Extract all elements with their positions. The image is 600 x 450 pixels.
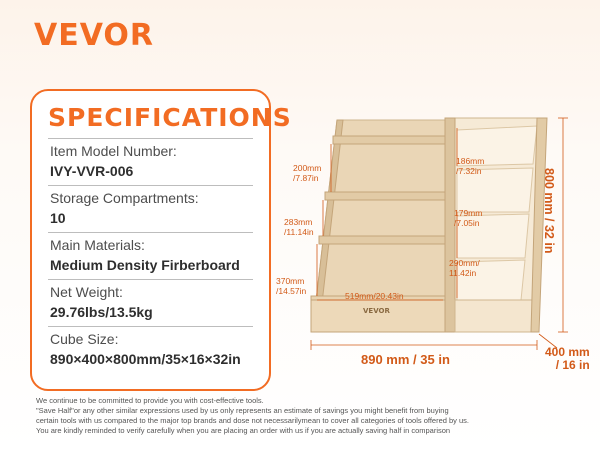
spec-label: Item Model Number: <box>50 143 177 159</box>
dim-in: /11.14in <box>284 227 314 237</box>
front-logo-text: VEVOR <box>363 307 390 315</box>
dim-height: 800 mm / 32 in <box>542 168 556 254</box>
dim-depth <box>545 346 590 372</box>
vevor-logo: VEVOR <box>34 18 155 53</box>
spec-value: Medium Density Firberboard <box>50 257 240 273</box>
spec-row-cube-size <box>48 326 253 373</box>
spec-label: Main Materials: <box>50 237 145 253</box>
disclaimer <box>36 396 591 436</box>
spec-label: Storage Compartments: <box>50 190 199 206</box>
dim-mm: 370mm <box>276 276 305 286</box>
dim-left-shelf-3 <box>276 276 306 296</box>
dim-in: /7.32in <box>456 166 482 176</box>
disclaimer-line: We continue to be committed to provide you with cost-effective tools. <box>36 396 264 405</box>
spec-value: 29.76lbs/13.5kg <box>50 304 153 320</box>
dim-in: /14.57in <box>276 286 307 296</box>
spec-row-materials <box>48 232 253 279</box>
dim-width: 890 mm / 35 in <box>361 352 450 367</box>
spec-value: 10 <box>50 210 66 226</box>
spec-row-compartments <box>48 185 253 232</box>
dim-mm: 186mm <box>456 156 485 166</box>
spec-row-weight <box>48 279 253 326</box>
dim-in: 11.42in <box>449 268 477 278</box>
dim-in: /7.05in <box>454 218 480 228</box>
dim-in: /7.87in <box>293 173 319 183</box>
dim-right-shelf-1 <box>456 156 484 176</box>
dim-left-shelf-2 <box>284 217 314 237</box>
spec-label: Net Weight: <box>50 284 123 300</box>
dim-mm: 179mm <box>454 208 483 218</box>
dim-depth-mm: 400 mm <box>545 345 590 359</box>
specifications-title: SPECIFICATIONS <box>48 103 292 132</box>
dim-left-shelf-1 <box>293 163 321 183</box>
spec-row-model <box>48 138 253 185</box>
spec-value: 890×400×800mm/35×16×32in <box>50 351 241 367</box>
dim-mm: 290mm/ <box>449 258 480 268</box>
dim-bottom-inner: 519mm/20.43in <box>345 291 404 301</box>
dim-depth-in: / 16 in <box>555 358 590 372</box>
spec-value: IVY-VVR-006 <box>50 163 134 179</box>
dim-mm: 200mm <box>293 163 322 173</box>
disclaimer-line: certain tools with us compared to the major top brands and dose not necessarilymean to cover all categories of tools offered by us. <box>36 416 470 425</box>
dim-mm: 283mm <box>284 217 313 227</box>
dim-right-shelf-2 <box>454 208 482 228</box>
disclaimer-line: You are kindly reminded to verify carefully when you are placing an order with us if you are actually saving half in comparison <box>36 426 451 435</box>
disclaimer-line: "Save Half"or any other similar expressions used by us only represents an estimate of savings you might benefit from buying <box>36 406 449 415</box>
spec-label: Cube Size: <box>50 331 119 347</box>
dim-right-shelf-3 <box>449 258 480 278</box>
